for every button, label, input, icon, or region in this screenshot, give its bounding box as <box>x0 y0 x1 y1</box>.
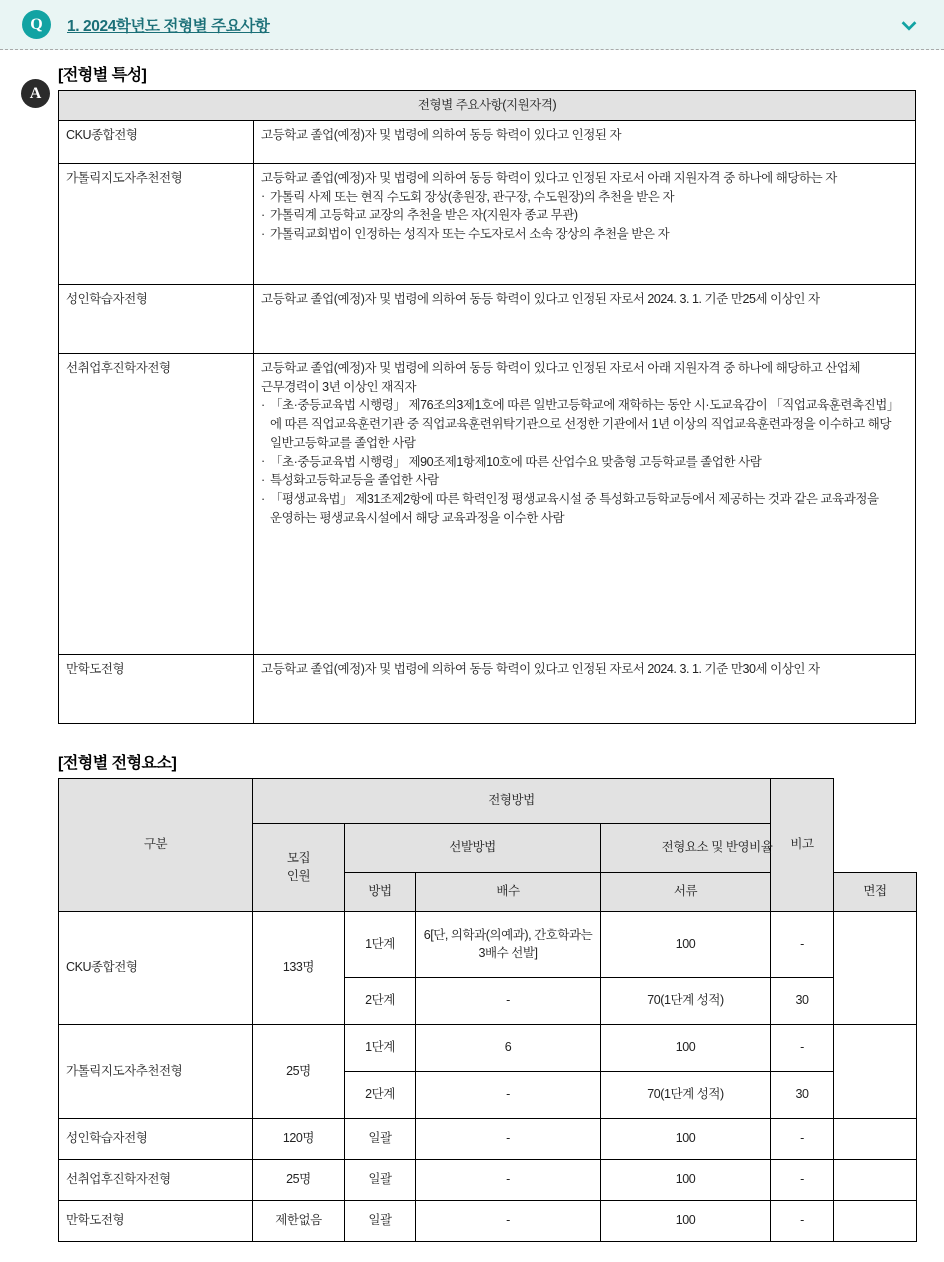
answer-badge-holder <box>21 79 50 108</box>
list-item: · 「초·중등교육법 시행령」 제90조제1항제10호에 따른 산업수요 맞춤형 고등학교를 졸업한 사람 <box>261 453 908 472</box>
stage-interview: 30 <box>771 1071 834 1118</box>
row-admission-name: CKU종합전형 <box>59 911 253 1024</box>
stage-multiple: - <box>416 1071 601 1118</box>
stage-documents: 70(1단계 성적) <box>601 1071 771 1118</box>
header-elements-group: 전형요소 및 반영비율 <box>601 823 834 872</box>
table-row <box>59 1024 917 1071</box>
stage-interview: - <box>771 911 834 977</box>
question-badge: Q <box>22 10 51 39</box>
table-row <box>59 284 916 353</box>
table-row <box>59 163 916 284</box>
list-item: · 가톨릭 사제 또는 현직 수도회 장상(총원장, 관구장, 수도원장)의 추천을 받은 자 <box>261 188 908 207</box>
qualification-lead: 고등학교 졸업(예정)자 및 법령에 의하여 동등 학력이 있다고 인정된 자 <box>261 127 622 142</box>
stage-multiple: - <box>416 977 601 1024</box>
row-qualification <box>254 120 916 163</box>
row-admission-name: 만학도전형 <box>59 1200 253 1241</box>
row-quota: 133명 <box>253 911 345 1024</box>
row-remarks <box>834 1159 917 1200</box>
admission-elements-table <box>58 778 917 1242</box>
list-item: · 「초·중등교육법 시행령」 제76조의3제1호에 따른 일반고등학교에 재학하는 동안 시·도교육감이 「직업교육훈련촉진법」에 따른 직업교육훈련기관 중 직업교육훈련위탁기관으로 선정한 기관에서 1년 이상의 직업교육훈련과정을 이수하고 해당 일반고등학교를 졸업한 사람 <box>261 396 908 452</box>
header-remarks: 비고 <box>771 778 834 911</box>
table-row <box>59 654 916 723</box>
stage-documents: 100 <box>601 1118 771 1159</box>
qualification-lead: 고등학교 졸업(예정)자 및 법령에 의하여 동등 학력이 있다고 인정된 자로서 2024. 3. 1. 기준 만30세 이상인 자 <box>261 661 820 676</box>
row-admission-name: 성인학습자전형 <box>59 1118 253 1159</box>
list-item: · 가톨릭교회법이 인정하는 성직자 또는 수도자로서 소속 장상의 추천을 받은 자 <box>261 225 908 244</box>
stage-method: 일괄 <box>345 1200 416 1241</box>
stage-method: 2단계 <box>345 977 416 1024</box>
row-remarks <box>834 1200 917 1241</box>
row-qualification <box>254 353 916 654</box>
row-qualification <box>254 284 916 353</box>
stage-multiple: 6[단, 의학과(의예과), 간호학과는 3배수 선발] <box>416 911 601 977</box>
row-qualification <box>254 654 916 723</box>
stage-documents: 70(1단계 성적) <box>601 977 771 1024</box>
section-title-characteristics: [전형별 특성] <box>58 67 147 84</box>
table-row <box>59 120 916 163</box>
stage-multiple: - <box>416 1159 601 1200</box>
qualification-bullet-list <box>261 188 908 244</box>
row-admission-name: CKU종합전형 <box>59 120 254 163</box>
stage-interview: - <box>771 1118 834 1159</box>
stage-interview: - <box>771 1024 834 1071</box>
stage-method: 일괄 <box>345 1118 416 1159</box>
admission-characteristics-table <box>58 90 916 724</box>
row-admission-name: 선취업후진학자전형 <box>59 1159 253 1200</box>
row-admission-name: 만학도전형 <box>59 654 254 723</box>
qualification-lead: 고등학교 졸업(예정)자 및 법령에 의하여 동등 학력이 있다고 인정된 자로서 아래 지원자격 중 하나에 해당하는 자 <box>261 170 837 185</box>
row-quota: 25명 <box>253 1159 345 1200</box>
header-gubun: 구분 <box>59 778 253 911</box>
stage-documents: 100 <box>601 1024 771 1071</box>
row-remarks <box>834 1118 917 1159</box>
qualification-lead: 고등학교 졸업(예정)자 및 법령에 의하여 동등 학력이 있다고 인정된 자로서 아래 지원자격 중 하나에 해당하고 산업체 근무경력이 3년 이상인 재직자 <box>261 360 861 394</box>
header-method-group: 전형방법 <box>253 778 771 823</box>
list-item: · 가톨릭계 고등학교 교장의 추천을 받은 자(지원자 종교 무관) <box>261 206 908 225</box>
header-documents: 서류 <box>601 872 771 911</box>
faq-question-header[interactable] <box>0 0 944 50</box>
row-remarks <box>834 911 917 1024</box>
row-quota: 120명 <box>253 1118 345 1159</box>
stage-multiple: - <box>416 1118 601 1159</box>
header-quota: 모집 인원 <box>253 823 345 911</box>
stage-interview: - <box>771 1200 834 1241</box>
faq-answer-body <box>0 50 944 1262</box>
row-admission-name: 선취업후진학자전형 <box>59 353 254 654</box>
answer-content <box>58 50 916 1242</box>
row-admission-name: 성인학습자전형 <box>59 284 254 353</box>
row-admission-name: 가톨릭지도자추천전형 <box>59 163 254 284</box>
header-method: 방법 <box>345 872 416 911</box>
qualification-bullet-list <box>261 396 908 527</box>
chevron-down-icon[interactable] <box>898 14 920 36</box>
table-row <box>59 1159 917 1200</box>
header-selection-group: 선발방법 <box>345 823 601 872</box>
stage-multiple: 6 <box>416 1024 601 1071</box>
row-quota: 제한없음 <box>253 1200 345 1241</box>
stage-documents: 100 <box>601 1159 771 1200</box>
faq-question-title[interactable]: 1. 2024학년도 전형별 주요사항 <box>67 17 270 35</box>
stage-documents: 100 <box>601 911 771 977</box>
stage-multiple: - <box>416 1200 601 1241</box>
table-row <box>59 1200 917 1241</box>
table-header-row <box>59 91 916 121</box>
list-item: · 「평생교육법」 제31조제2항에 따른 학력인정 평생교육시설 중 특성화고등학교등에서 제공하는 것과 같은 교육과정을 운영하는 평생교육시설에서 해당 교육과정을 이수한 사람 <box>261 490 908 528</box>
table-row <box>59 911 917 977</box>
answer-badge: A <box>21 79 50 108</box>
row-quota: 25명 <box>253 1024 345 1118</box>
table-row <box>59 1118 917 1159</box>
row-admission-name: 가톨릭지도자추천전형 <box>59 1024 253 1118</box>
header-multiple: 배수 <box>416 872 601 911</box>
row-remarks <box>834 1024 917 1118</box>
stage-documents: 100 <box>601 1200 771 1241</box>
header-interview: 면접 <box>834 872 917 911</box>
stage-method: 일괄 <box>345 1159 416 1200</box>
stage-interview: 30 <box>771 977 834 1024</box>
table-header-cell: 전형별 주요사항(지원자격) <box>59 91 916 121</box>
stage-method: 1단계 <box>345 1024 416 1071</box>
stage-interview: - <box>771 1159 834 1200</box>
table-header-row-1 <box>59 778 917 823</box>
table-row <box>59 353 916 654</box>
stage-method: 1단계 <box>345 911 416 977</box>
stage-method: 2단계 <box>345 1071 416 1118</box>
section-title-elements: [전형별 전형요소] <box>58 754 177 772</box>
qualification-lead: 고등학교 졸업(예정)자 및 법령에 의하여 동등 학력이 있다고 인정된 자로서 2024. 3. 1. 기준 만25세 이상인 자 <box>261 291 820 306</box>
row-qualification <box>254 163 916 284</box>
list-item: · 특성화고등학교등을 졸업한 사람 <box>261 471 908 490</box>
